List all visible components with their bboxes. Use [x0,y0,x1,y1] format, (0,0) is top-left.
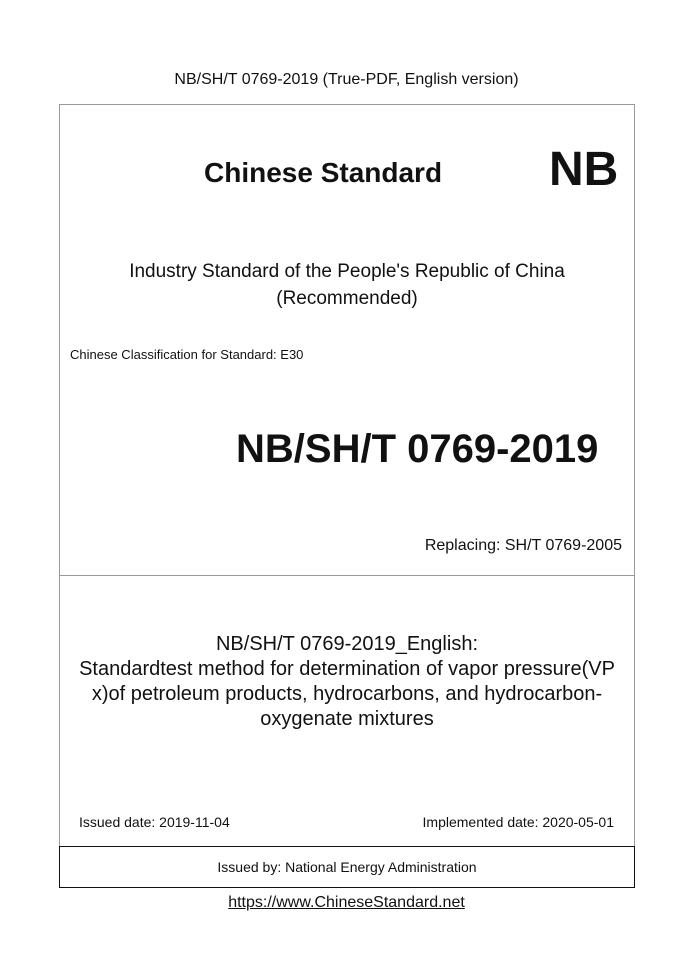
chinese-standard-heading: Chinese Standard [204,157,443,188]
standard-number: NB/SH/T 0769-2019 [236,427,599,471]
document-header: NB/SH/T 0769-2019 (True-PDF, English version) [174,71,519,88]
issued-date: Issued date: 2019-11-04 [79,814,230,830]
issuer-text: Issued by: National Energy Administration [217,859,477,875]
replacing-label: Replacing: SH/T 0769-2005 [424,537,622,554]
implemented-date: Implemented date: 2020-05-01 [422,814,614,830]
nb-logo-mark: NB [549,143,619,196]
website-link[interactable]: https://www.ChineseStandard.net [228,894,465,911]
title-line-4: oxygenate mixtures [260,708,434,730]
title-line-2: Standardtest method for determination of vapor pressure(VP [79,658,615,680]
classification-label: Chinese Classification for Standard: E30 [70,347,304,362]
industry-line-1: Industry Standard of the People's Republic of China [129,261,565,282]
title-line-3: x)of petroleum products, hydrocarbons, and hydrocarbon- [91,683,603,705]
website-footer [0,892,693,914]
title-line-1: NB/SH/T 0769-2019_English: [215,633,478,655]
issuer-box [59,846,635,888]
industry-standard-text [60,258,634,312]
industry-line-2: (Recommended) [276,288,418,309]
document-title [62,632,632,732]
